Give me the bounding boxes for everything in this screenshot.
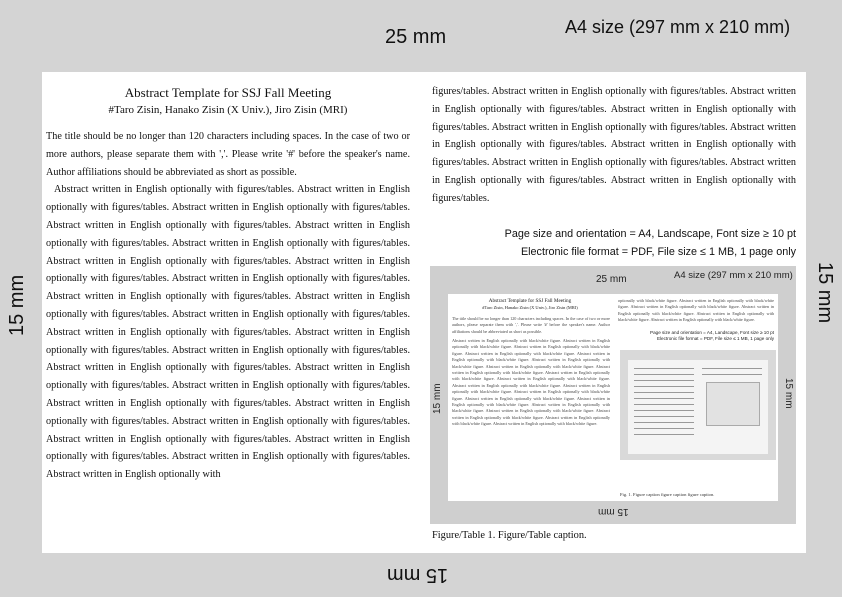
thumb-margin-left: 15 mm — [432, 383, 443, 414]
thumb-nested-figure — [620, 350, 776, 460]
a4-size-label: A4 size (297 mm x 210 mm) — [565, 17, 791, 37]
thumb-page — [448, 294, 778, 501]
thumb-caption: Fig. 1. Figure caption figure caption figure caption. — [620, 492, 715, 497]
nested-line — [634, 422, 694, 423]
spec-file-format: Electronic file format = PDF, File size ≤ 1 MB, 1 page only — [520, 246, 796, 258]
nested-line — [634, 428, 694, 429]
margin-label-right: 15 mm — [814, 262, 836, 324]
thumb-authors: #Taro Zisin, Hanako Zisin (X Univ.), Jiro Zisin (MRI) — [482, 305, 578, 310]
margin-label-left: 15 mm — [6, 274, 28, 336]
thumb-margin-bottom: 15 mm — [598, 506, 629, 517]
nested-figure-box — [706, 382, 760, 426]
left-column — [46, 84, 410, 484]
spec-page-size: Page size and orientation = A4, Landscape, Font size ≥ 10 pt — [504, 228, 796, 240]
nested-line — [634, 380, 694, 381]
document-title: Abstract Template for SSJ Fall Meeting — [124, 85, 332, 100]
nested-line — [634, 374, 694, 375]
thumb-body-left: Abstract written in English optionally with black/white figure. Abstract written in English optionally with black/white figure. Abstract written in English optionally with black/white figure. Abstract written in English optionally with black/white figure. Abstract written in English optionally with black/white figure. Abstract written in English optionally with black/white figure. Abstract written in English optionally with black/white figure. Abstract written in English optionally with black/white figure. Abstract written in English optionally with black/white figure. Abstract written in English optionally with black/white figure. Abstract written in English optionally with black/white figure. Abstract written in English optionally with black/white figure. Abstract written in English optionally with black/white figure. Abstract written in English optionally with black/white figure. Abstract written in English optionally with black/white figure. Abstract written in English optionally with black/white figure. Abstract written in English optionally with black/white figure. Abstract written in English optionally with black/white figure. Abstract written in English optionally with black/white figure. Abstract written in English optionally with black/white figure. — [452, 338, 610, 427]
margin-label-top: 25 mm — [385, 26, 447, 48]
a4-page — [42, 72, 806, 553]
thumb-spec-2: Electronic file format = PDF, File size ≤ 1 MB, 1 page only — [656, 336, 774, 342]
margin-label-bottom: 15 mm — [387, 564, 449, 586]
nested-line — [634, 386, 694, 387]
thumb-spec-1: Page size and orientation = A4, Landscape, Font size ≥ 10 pt — [650, 330, 774, 335]
nested-line — [634, 410, 694, 411]
document-authors: #Taro Zisin, Hanako Zisin (X Univ.), Jiro Zisin (MRI) — [108, 104, 348, 116]
instructions-paragraph: The title should be no longer than 120 characters including spaces. In the case of two or more authors, please separate them with ','. Please write '#' before the speaker's name. Author affiliations should be abbreviated as short as possible. — [46, 131, 410, 178]
nested-line — [634, 398, 694, 399]
thumb-nested-page — [628, 360, 768, 454]
thumb-specs — [618, 330, 774, 343]
thumb-margin-top: 25 mm — [596, 274, 627, 285]
thumb-margin-right: 15 mm — [783, 378, 794, 409]
abstract-body-right: figures/tables. Abstract written in English optionally with figures/tables. Abstract written in English optionally with figures/tables. Abstract written in English optionally with figures/tables. Abstract written in English optionally with figures/tables. Abstract written in English optionally with figures/tables. Abstract written in English optionally with figures/tables. Abstract written in English optionally with figures/tables. Abstract written in English optionally with figures/tables. Abstract written in English optionally with figures/tables. — [432, 86, 796, 204]
example-layout-figure — [430, 266, 796, 524]
thumb-body-right: optionally with black/white figure. Abstract written in English optionally with black/white figure. Abstract written in English optionally with black/white figure. Abstract written in English optionally with black/white figure. Abstract written in English optionally with black/white figure. Abstract written in English optionally with black/white figure. — [618, 298, 774, 323]
figure-caption: Figure/Table 1. Figure/Table caption. — [432, 530, 587, 541]
nested-line — [634, 404, 694, 405]
nested-line — [702, 374, 762, 375]
nested-line — [634, 416, 694, 417]
thumb-title: Abstract Template for SSJ Fall Meeting — [488, 298, 572, 304]
thumb-instructions: The title should be no longer than 120 characters including spaces. In the case of two or more authors, please separate them with ','. Please write '#' before the speaker's name. Author affiliations should be abbreviated as short as possible. — [452, 316, 610, 334]
nested-line — [702, 368, 762, 369]
nested-line — [634, 392, 694, 393]
format-specifications — [432, 225, 796, 261]
right-column — [432, 83, 796, 208]
nested-line — [634, 368, 694, 369]
abstract-body-left: Abstract written in English optionally with figures/tables. Abstract written in English optionally with figures/tables. Abstract written in English optionally with figures/tables. Abstract written in English optionally with figures/tables. Abstract written in English optionally with figures/tables. Abstract written in English optionally with figures/tables. Abstract written in English optionally with figures/tables. Abstract written in English optionally with figures/tables. Abstract written in English optionally with figures/tables. Abstract written in English optionally with figures/tables. Abstract written in English optionally with figures/tables. Abstract written in English optionally with figures/tables. Abstract written in English optionally with figures/tables. Abstract written in English optionally with figures/tables. Abstract written in English optionally with figures/tables. Abstract written in English optionally with figures/tables. Abstract written in English optionally with figures/tables. Abstract written in English optionally with figures/tables. Abstract written in English optionally with figures/tables. Abstract written in English optionally with figures/tables. Abstract written in English optionally with figures/tables. Abstract written in English optionally with figures/tables. Abstract written in English optionally with figures/tables. Abstract written in English optionally with figures/tables. Abstract written in English optionally with — [46, 184, 410, 481]
thumb-a4-size-label: A4 size (297 mm x 210 mm) — [674, 270, 793, 281]
nested-line — [634, 434, 694, 435]
